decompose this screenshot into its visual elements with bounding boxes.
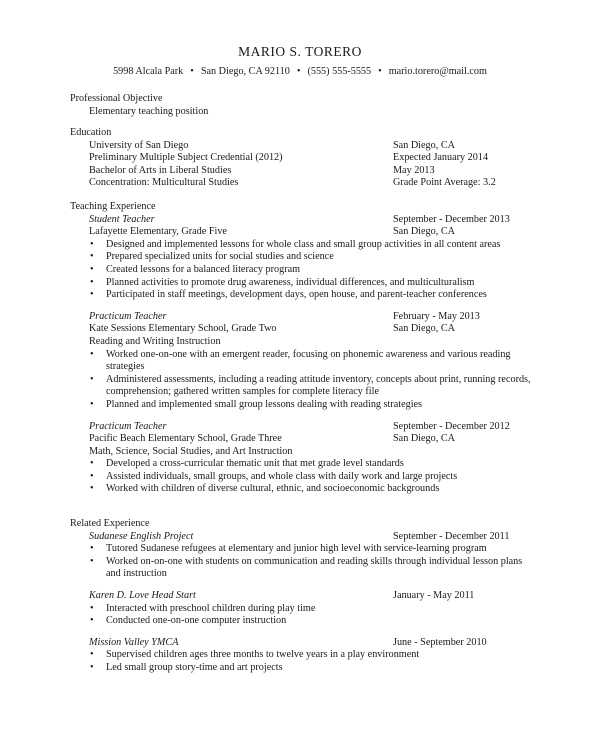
contact-city: San Diego, CA 92110 — [200, 66, 290, 77]
education-section — [70, 127, 540, 190]
bullet-item: • Participated in staff meetings, development days, open house, and parent-teacher conferences — [89, 289, 531, 302]
job-location: San Diego, CA — [393, 323, 455, 335]
education-row — [70, 152, 540, 165]
education-left: University of San Diego — [89, 139, 189, 151]
teaching-title: Teaching Experience — [70, 201, 156, 212]
job-org-row — [70, 226, 540, 239]
job-bullets — [70, 649, 540, 674]
job-bullets — [70, 458, 540, 496]
job-role: Student Teacher — [89, 213, 155, 225]
education-right: Expected January 2014 — [393, 152, 489, 164]
contact-line — [0, 66, 600, 79]
education-right: May 2013 — [393, 164, 435, 176]
job-dates: September - December 2012 — [393, 420, 510, 432]
separator-dot: • — [190, 66, 194, 77]
job-org: Pacific Beach Elementary School, Grade Three — [89, 433, 282, 445]
job-entry — [70, 311, 540, 412]
job-dates: January - May 2011 — [393, 589, 475, 601]
job-subtitle: Math, Science, Social Studies, and Art Instruction — [89, 445, 293, 457]
bullet-item: • Administered assessments, including a reading attitude inventory, concepts about print, running records, comprehension; gathered written samples for complete literacy file — [89, 374, 531, 399]
bullet-item: • Worked on-on-one with students on communication and reading skills through individual lesson plans and instruction — [89, 556, 531, 581]
bullet-item: • Assisted individuals, small groups, and whole class with daily work and large projects — [89, 471, 531, 484]
bullet-item: • Tutored Sudanese refugees at elementary and junior high level with service-learning program — [89, 543, 531, 556]
contact-email: mario.torero@mail.com — [388, 66, 487, 77]
bullet-item: • Created lessons for a balanced literacy program — [89, 264, 531, 277]
job-location: San Diego, CA — [393, 433, 455, 445]
job-header — [70, 590, 540, 603]
bullet-item: • Led small group story-time and art projects — [89, 662, 531, 675]
teaching-section — [70, 201, 540, 496]
job-entry — [70, 590, 540, 628]
job-role: Karen D. Love Head Start — [89, 589, 196, 601]
job-entry — [70, 214, 540, 302]
job-entry — [70, 637, 540, 675]
job-dates: February - May 2013 — [393, 310, 480, 322]
bullet-item: • Worked with children of diverse cultural, ethnic, and socioeconomic backgrounds — [89, 483, 531, 496]
education-right: San Diego, CA — [393, 139, 455, 151]
education-title: Education — [70, 127, 112, 138]
bullet-item: • Developed a cross-curricular thematic unit that met grade level standards — [89, 458, 531, 471]
education-left: Bachelor of Arts in Liberal Studies — [89, 164, 232, 176]
job-header — [70, 531, 540, 544]
job-header — [70, 421, 540, 434]
job-header — [70, 311, 540, 324]
education-row — [70, 140, 540, 153]
objective-title: Professional Objective — [70, 93, 163, 104]
bullet-item: • Interacted with preschool children during play time — [89, 603, 531, 616]
job-location: San Diego, CA — [393, 226, 455, 238]
job-role: Practicum Teacher — [89, 420, 167, 432]
job-entry — [70, 531, 540, 581]
bullet-item: • Designed and implemented lessons for whole class and small group activities in all content areas — [89, 239, 531, 252]
job-header — [70, 214, 540, 227]
job-org: Kate Sessions Elementary School, Grade Two — [89, 323, 277, 335]
bullet-item: • Planned and implemented small group lessons dealing with reading strategies — [89, 399, 531, 412]
job-role: Practicum Teacher — [89, 310, 167, 322]
job-entry — [70, 421, 540, 497]
separator-dot: • — [296, 66, 301, 77]
job-role: Mission Valley YMCA — [89, 636, 179, 648]
bullet-item: • Supervised children ages three months to twelve years in a play environment — [89, 649, 531, 662]
objective-section — [70, 93, 540, 118]
bullet-item: • Worked one-on-one with an emergent reader, focusing on phonemic awareness and various reading strategies — [89, 349, 531, 374]
job-bullets — [70, 543, 540, 581]
job-dates: June - September 2010 — [393, 636, 487, 648]
education-right: Grade Point Average: 3.2 — [393, 177, 496, 189]
job-role: Sudanese English Project — [89, 530, 194, 542]
bullet-item: • Prepared specialized units for social studies and science — [89, 251, 531, 264]
objective-text: Elementary teaching position — [89, 105, 209, 117]
job-org: Lafayette Elementary, Grade Five — [89, 226, 227, 238]
bullet-item: • Planned activities to promote drug awareness, individual differences, and multiculturalism — [89, 277, 531, 290]
job-bullets — [70, 239, 540, 302]
job-subtitle: Reading and Writing Instruction — [89, 335, 221, 347]
job-org-row — [70, 323, 540, 336]
job-dates: September - December 2013 — [393, 213, 510, 225]
job-org-row — [70, 433, 540, 446]
education-row — [70, 165, 540, 178]
separator-dot: • — [378, 66, 382, 77]
related-section — [70, 518, 540, 675]
job-bullets — [70, 603, 540, 628]
education-row — [70, 177, 540, 190]
bullet-item: • Conducted one-on-one computer instruction — [89, 615, 531, 628]
job-dates: September - December 2011 — [393, 530, 510, 542]
education-left: Concentration: Multicultural Studies — [89, 177, 239, 189]
education-left: Preliminary Multiple Subject Credential (2012) — [89, 152, 283, 164]
contact-address: 5998 Alcala Park — [113, 66, 184, 77]
related-title: Related Experience — [70, 518, 150, 529]
job-header — [70, 637, 540, 650]
resume-name: MARIO S. TORERO — [238, 44, 362, 59]
contact-phone: (555) 555-5555 — [307, 66, 372, 77]
job-bullets — [70, 349, 540, 412]
